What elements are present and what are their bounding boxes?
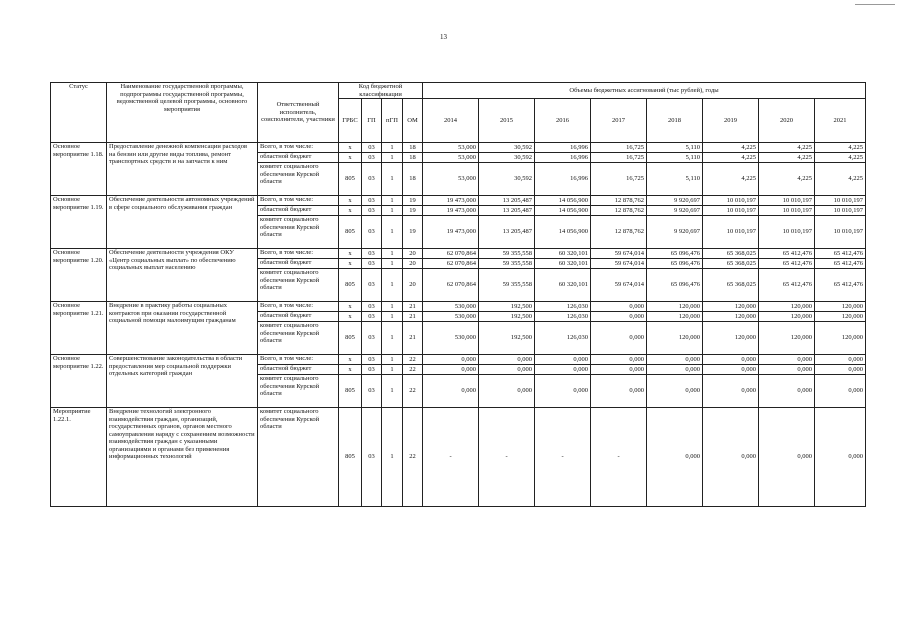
value-cell-2014: 19 473,000 <box>423 196 479 206</box>
value-cell-2014: 530,000 <box>423 312 479 322</box>
value-cell-2016: 0,000 <box>535 375 591 408</box>
value-cell-2018: 5,110 <box>647 143 703 153</box>
program-name-cell: Предоставление денежной компенсации расходов на бензин или другие виды топлива, ремонт транспортных средств и на запчасти к ним <box>107 143 258 196</box>
table-header <box>51 83 866 143</box>
value-cell-2017: - <box>591 408 647 507</box>
value-cell-2020: 0,000 <box>759 355 815 365</box>
table-row <box>51 408 866 507</box>
value-cell-2016: 126,030 <box>535 302 591 312</box>
value-cell-2014: 53,000 <box>423 153 479 163</box>
value-cell-2015: 192,500 <box>479 312 535 322</box>
header-code-0: ГРБС <box>339 99 362 143</box>
code-cell: 1 <box>382 216 403 249</box>
value-cell-2014: 19 473,000 <box>423 206 479 216</box>
executor-cell: Всего, в том числе: <box>258 143 339 153</box>
value-cell-2019: 4,225 <box>703 163 759 196</box>
header-volume-group: Объемы бюджетных ассигнований (тыс рублей), годы <box>423 83 866 99</box>
code-cell: 1 <box>382 408 403 507</box>
code-cell: х <box>339 365 362 375</box>
value-cell-2016: 14 056,900 <box>535 196 591 206</box>
executor-cell: областной бюджет <box>258 259 339 269</box>
executor-cell: комитет социального обеспечения Курской области <box>258 216 339 249</box>
code-cell: 03 <box>362 216 382 249</box>
value-cell-2016: 16,996 <box>535 143 591 153</box>
value-cell-2015: 0,000 <box>479 375 535 408</box>
value-cell-2020: 120,000 <box>759 322 815 355</box>
status-cell: Основное мероприятие 1.19. <box>51 196 107 249</box>
value-cell-2014: 0,000 <box>423 355 479 365</box>
executor-cell: областной бюджет <box>258 365 339 375</box>
code-cell: х <box>339 196 362 206</box>
code-cell: 1 <box>382 365 403 375</box>
value-cell-2014: 53,000 <box>423 163 479 196</box>
value-cell-2018: 5,110 <box>647 163 703 196</box>
code-cell: 03 <box>362 153 382 163</box>
value-cell-2015: 192,500 <box>479 322 535 355</box>
value-cell-2014: 530,000 <box>423 302 479 312</box>
value-cell-2021: 4,225 <box>815 163 866 196</box>
value-cell-2015: - <box>479 408 535 507</box>
code-cell: 1 <box>382 143 403 153</box>
value-cell-2017: 12 878,762 <box>591 206 647 216</box>
value-cell-2020: 0,000 <box>759 375 815 408</box>
code-cell: х <box>339 355 362 365</box>
value-cell-2016: 0,000 <box>535 355 591 365</box>
executor-cell: областной бюджет <box>258 312 339 322</box>
value-cell-2017: 0,000 <box>591 322 647 355</box>
header-year-2021: 2021 <box>815 99 866 143</box>
value-cell-2018: 65 096,476 <box>647 259 703 269</box>
value-cell-2016: 16,996 <box>535 153 591 163</box>
executor-cell: Всего, в том числе: <box>258 355 339 365</box>
code-cell: 22 <box>403 365 423 375</box>
code-cell: 19 <box>403 216 423 249</box>
header-status: Статус <box>51 83 107 143</box>
value-cell-2017: 59 674,014 <box>591 249 647 259</box>
value-cell-2015: 30,592 <box>479 153 535 163</box>
header-year-2019: 2019 <box>703 99 759 143</box>
code-cell: 20 <box>403 259 423 269</box>
code-cell: х <box>339 206 362 216</box>
value-cell-2018: 120,000 <box>647 312 703 322</box>
code-cell: 1 <box>382 196 403 206</box>
value-cell-2017: 16,725 <box>591 163 647 196</box>
code-cell: 22 <box>403 375 423 408</box>
value-cell-2015: 0,000 <box>479 355 535 365</box>
header-name: Наименование государственной программы, подпрограммы государственной программы, ведомственной целевой программы, основного мероприятия <box>107 83 258 143</box>
value-cell-2015: 59 355,558 <box>479 249 535 259</box>
value-cell-2016: 14 056,900 <box>535 206 591 216</box>
value-cell-2020: 10 010,197 <box>759 196 815 206</box>
value-cell-2017: 0,000 <box>591 355 647 365</box>
code-cell: 03 <box>362 259 382 269</box>
value-cell-2016: 60 320,101 <box>535 269 591 302</box>
value-cell-2017: 16,725 <box>591 143 647 153</box>
table-row <box>51 196 866 206</box>
value-cell-2018: 9 920,697 <box>647 206 703 216</box>
value-cell-2021: 10 010,197 <box>815 216 866 249</box>
executor-cell: комитет социального обеспечения Курской области <box>258 375 339 408</box>
code-cell: 21 <box>403 322 423 355</box>
value-cell-2018: 65 096,476 <box>647 249 703 259</box>
status-cell: Основное мероприятие 1.22. <box>51 355 107 408</box>
code-cell: 1 <box>382 259 403 269</box>
code-cell: 03 <box>362 196 382 206</box>
code-cell: 18 <box>403 153 423 163</box>
executor-cell: комитет социального обеспечения Курской области <box>258 322 339 355</box>
value-cell-2021: 65 412,476 <box>815 269 866 302</box>
value-cell-2021: 0,000 <box>815 365 866 375</box>
value-cell-2019: 4,225 <box>703 143 759 153</box>
value-cell-2015: 13 205,487 <box>479 206 535 216</box>
value-cell-2016: 60 320,101 <box>535 259 591 269</box>
value-cell-2019: 10 010,197 <box>703 196 759 206</box>
code-cell: х <box>339 153 362 163</box>
value-cell-2019: 0,000 <box>703 375 759 408</box>
value-cell-2020: 10 010,197 <box>759 216 815 249</box>
value-cell-2016: 0,000 <box>535 365 591 375</box>
code-cell: 03 <box>362 322 382 355</box>
header-year-2014: 2014 <box>423 99 479 143</box>
code-cell: х <box>339 259 362 269</box>
code-cell: 18 <box>403 163 423 196</box>
value-cell-2017: 0,000 <box>591 365 647 375</box>
status-cell: Основное мероприятие 1.21. <box>51 302 107 355</box>
header-year-2016: 2016 <box>535 99 591 143</box>
code-cell: 1 <box>382 249 403 259</box>
table-body <box>51 143 866 507</box>
value-cell-2016: 126,030 <box>535 312 591 322</box>
value-cell-2021: 0,000 <box>815 375 866 408</box>
value-cell-2014: 62 070,864 <box>423 249 479 259</box>
value-cell-2014: 0,000 <box>423 375 479 408</box>
value-cell-2019: 0,000 <box>703 355 759 365</box>
top-rule <box>855 4 895 5</box>
value-cell-2016: 60 320,101 <box>535 249 591 259</box>
value-cell-2018: 65 096,476 <box>647 269 703 302</box>
value-cell-2021: 65 412,476 <box>815 259 866 269</box>
value-cell-2014: 0,000 <box>423 365 479 375</box>
budget-table <box>50 82 866 507</box>
value-cell-2017: 16,725 <box>591 153 647 163</box>
value-cell-2015: 59 355,558 <box>479 259 535 269</box>
header-year-2018: 2018 <box>647 99 703 143</box>
executor-cell: Всего, в том числе: <box>258 302 339 312</box>
value-cell-2021: 10 010,197 <box>815 206 866 216</box>
status-cell: Основное мероприятие 1.18. <box>51 143 107 196</box>
value-cell-2015: 30,592 <box>479 143 535 153</box>
value-cell-2019: 10 010,197 <box>703 206 759 216</box>
value-cell-2019: 120,000 <box>703 312 759 322</box>
executor-cell: областной бюджет <box>258 153 339 163</box>
value-cell-2021: 120,000 <box>815 302 866 312</box>
code-cell: 03 <box>362 302 382 312</box>
value-cell-2019: 65 368,025 <box>703 259 759 269</box>
code-cell: 03 <box>362 375 382 408</box>
code-cell: 22 <box>403 408 423 507</box>
status-cell: Мероприятие 1.22.1. <box>51 408 107 507</box>
value-cell-2021: 0,000 <box>815 355 866 365</box>
code-cell: 18 <box>403 143 423 153</box>
value-cell-2015: 13 205,487 <box>479 196 535 206</box>
header-year-2015: 2015 <box>479 99 535 143</box>
header-code-1: ГП <box>362 99 382 143</box>
table-row <box>51 355 866 365</box>
value-cell-2020: 65 412,476 <box>759 249 815 259</box>
executor-cell: областной бюджет <box>258 206 339 216</box>
header-year-2017: 2017 <box>591 99 647 143</box>
value-cell-2019: 120,000 <box>703 322 759 355</box>
value-cell-2015: 192,500 <box>479 302 535 312</box>
value-cell-2018: 9 920,697 <box>647 196 703 206</box>
code-cell: 03 <box>362 206 382 216</box>
value-cell-2020: 0,000 <box>759 365 815 375</box>
value-cell-2020: 4,225 <box>759 163 815 196</box>
executor-cell: комитет социального обеспечения Курской области <box>258 163 339 196</box>
code-cell: 805 <box>339 408 362 507</box>
value-cell-2014: 530,000 <box>423 322 479 355</box>
code-cell: 1 <box>382 375 403 408</box>
value-cell-2021: 120,000 <box>815 322 866 355</box>
code-cell: 805 <box>339 375 362 408</box>
code-cell: 03 <box>362 269 382 302</box>
code-cell: 22 <box>403 355 423 365</box>
executor-cell: Всего, в том числе: <box>258 196 339 206</box>
value-cell-2021: 120,000 <box>815 312 866 322</box>
program-name-cell: Внедрение технологий электронного взаимодействия граждан, организаций, государственных органов, органов местного самоуправления наряду с сохранением возможности взаимодействия граждан с указанными организациями и органами без применения информационных технологий <box>107 408 258 507</box>
value-cell-2014: 19 473,000 <box>423 216 479 249</box>
code-cell: 1 <box>382 163 403 196</box>
value-cell-2015: 30,592 <box>479 163 535 196</box>
value-cell-2020: 120,000 <box>759 302 815 312</box>
code-cell: 19 <box>403 206 423 216</box>
code-cell: 03 <box>362 312 382 322</box>
code-cell: 1 <box>382 322 403 355</box>
code-cell: 03 <box>362 163 382 196</box>
value-cell-2021: 0,000 <box>815 408 866 507</box>
value-cell-2015: 59 355,558 <box>479 269 535 302</box>
header-executor: Ответственный исполнитель, соисполнители, участники <box>258 83 339 143</box>
value-cell-2017: 0,000 <box>591 302 647 312</box>
value-cell-2020: 4,225 <box>759 153 815 163</box>
code-cell: 03 <box>362 408 382 507</box>
code-cell: 805 <box>339 216 362 249</box>
value-cell-2016: - <box>535 408 591 507</box>
code-cell: 1 <box>382 312 403 322</box>
page-number: 13 <box>440 33 447 41</box>
program-name-cell: Обеспечение деятельности учреждения ОКУ «Центр социальных выплат» по обеспечению социальных выплат населению <box>107 249 258 302</box>
value-cell-2017: 59 674,014 <box>591 259 647 269</box>
code-cell: 20 <box>403 269 423 302</box>
value-cell-2018: 0,000 <box>647 375 703 408</box>
value-cell-2020: 65 412,476 <box>759 259 815 269</box>
value-cell-2018: 9 920,697 <box>647 216 703 249</box>
value-cell-2018: 120,000 <box>647 322 703 355</box>
value-cell-2020: 10 010,197 <box>759 206 815 216</box>
table-row <box>51 302 866 312</box>
code-cell: х <box>339 249 362 259</box>
code-cell: 20 <box>403 249 423 259</box>
value-cell-2016: 14 056,900 <box>535 216 591 249</box>
value-cell-2014: - <box>423 408 479 507</box>
value-cell-2016: 126,030 <box>535 322 591 355</box>
header-code-2: пГП <box>382 99 403 143</box>
value-cell-2021: 10 010,197 <box>815 196 866 206</box>
value-cell-2021: 4,225 <box>815 143 866 153</box>
value-cell-2017: 0,000 <box>591 375 647 408</box>
value-cell-2014: 62 070,864 <box>423 269 479 302</box>
code-cell: 21 <box>403 302 423 312</box>
executor-cell: Всего, в том числе: <box>258 249 339 259</box>
executor-cell: комитет социального обеспечения Курской области <box>258 269 339 302</box>
value-cell-2021: 65 412,476 <box>815 249 866 259</box>
executor-cell: комитет социального обеспечения Курской области <box>258 408 339 507</box>
code-cell: 1 <box>382 206 403 216</box>
value-cell-2017: 59 674,014 <box>591 269 647 302</box>
code-cell: 805 <box>339 322 362 355</box>
table-row <box>51 249 866 259</box>
code-cell: 21 <box>403 312 423 322</box>
code-cell: 805 <box>339 269 362 302</box>
value-cell-2019: 120,000 <box>703 302 759 312</box>
program-name-cell: Обеспечение деятельности автономных учреждений в сфере социального обслуживания граждан <box>107 196 258 249</box>
program-name-cell: Совершенствование законодательства в области предоставления мер социальной поддержки отдельных категорий граждан <box>107 355 258 408</box>
value-cell-2017: 12 878,762 <box>591 196 647 206</box>
value-cell-2017: 0,000 <box>591 312 647 322</box>
code-cell: 1 <box>382 355 403 365</box>
code-cell: 1 <box>382 153 403 163</box>
code-cell: 1 <box>382 269 403 302</box>
value-cell-2018: 0,000 <box>647 365 703 375</box>
value-cell-2020: 4,225 <box>759 143 815 153</box>
value-cell-2019: 0,000 <box>703 408 759 507</box>
value-cell-2019: 65 368,025 <box>703 269 759 302</box>
value-cell-2019: 10 010,197 <box>703 216 759 249</box>
value-cell-2020: 120,000 <box>759 312 815 322</box>
value-cell-2019: 0,000 <box>703 365 759 375</box>
value-cell-2016: 16,996 <box>535 163 591 196</box>
value-cell-2018: 120,000 <box>647 302 703 312</box>
code-cell: 03 <box>362 355 382 365</box>
value-cell-2020: 0,000 <box>759 408 815 507</box>
value-cell-2017: 12 878,762 <box>591 216 647 249</box>
status-cell: Основное мероприятие 1.20. <box>51 249 107 302</box>
value-cell-2019: 4,225 <box>703 153 759 163</box>
program-name-cell: Внедрение в практику работы социальных контрактов при оказании государственной социальной помощи малоимущим гражданам <box>107 302 258 355</box>
table-row <box>51 143 866 153</box>
code-cell: х <box>339 312 362 322</box>
code-cell: 805 <box>339 163 362 196</box>
value-cell-2018: 0,000 <box>647 355 703 365</box>
code-cell: 1 <box>382 302 403 312</box>
header-year-2020: 2020 <box>759 99 815 143</box>
value-cell-2018: 0,000 <box>647 408 703 507</box>
code-cell: 19 <box>403 196 423 206</box>
code-cell: х <box>339 143 362 153</box>
value-cell-2019: 65 368,025 <box>703 249 759 259</box>
code-cell: 03 <box>362 249 382 259</box>
code-cell: х <box>339 302 362 312</box>
value-cell-2015: 0,000 <box>479 365 535 375</box>
header-code-3: ОМ <box>403 99 423 143</box>
value-cell-2018: 5,110 <box>647 153 703 163</box>
value-cell-2014: 53,000 <box>423 143 479 153</box>
value-cell-2020: 65 412,476 <box>759 269 815 302</box>
value-cell-2015: 13 205,487 <box>479 216 535 249</box>
header-code-group: Код бюджетной классификации <box>339 83 423 99</box>
code-cell: 03 <box>362 143 382 153</box>
value-cell-2014: 62 070,864 <box>423 259 479 269</box>
code-cell: 03 <box>362 365 382 375</box>
value-cell-2021: 4,225 <box>815 153 866 163</box>
